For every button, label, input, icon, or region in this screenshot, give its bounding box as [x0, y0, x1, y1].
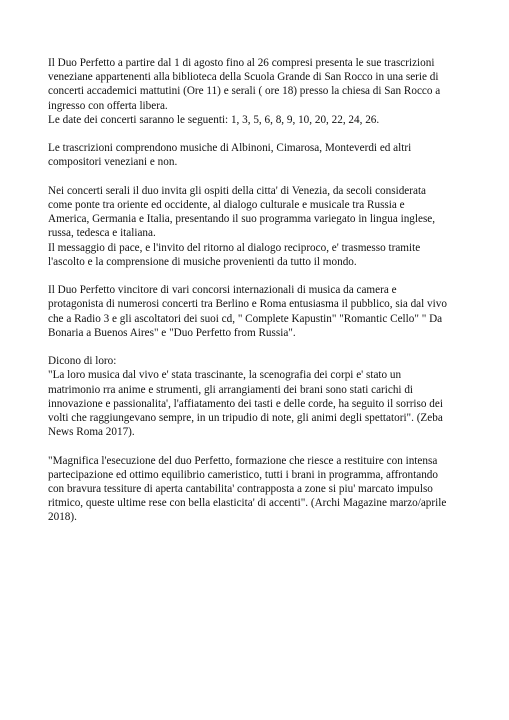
text-line: Il messaggio di pace, e l'invito del ritorno al dialogo reciproco, e' trasmesso tramite: [48, 241, 421, 254]
paragraph-evening-concerts: [48, 184, 468, 269]
text-line: veneziane appartenenti alla biblioteca della Scuola Grande di San Rocco in una serie di: [48, 71, 439, 84]
paragraph-review-archi: [48, 454, 468, 525]
paragraph-review-zeba: [48, 354, 468, 439]
text-line: innovazione e passionalita', l'affiatamento dei tasti e delle corde, ha seguito il sorriso dei: [48, 397, 443, 410]
paragraph-repertoire: [48, 141, 468, 169]
text-line: Il Duo Perfetto vincitore di vari concorsi internazionali di musica da camera e: [48, 284, 397, 297]
text-line: russa, tedesca e italiana.: [48, 227, 156, 240]
text-line: Bonaria a Buenos Aires" e "Duo Perfetto from Russia".: [48, 326, 296, 339]
paragraph-intro: [48, 56, 468, 127]
text-line: Nei concerti serali il duo invita gli ospiti della citta' di Venezia, da secoli considerata: [48, 184, 427, 197]
text-line: "Magnifica l'esecuzione del duo Perfetto, formazione che riesce a restituire con intensa: [48, 454, 438, 467]
text-line: che a Radio 3 e gli ascoltatori dei suoi cd, " Complete Kapustin" "Romantic Cello" " Da: [48, 312, 443, 325]
text-line: ingresso con offerta libera.: [48, 99, 168, 112]
text-line: concerti accademici mattutini (Ore 11) e serali ( ore 18) presso la chiesa di San Rocco a: [48, 85, 441, 98]
text-line: l'ascolto e la comprensione di musiche provenienti da tutto il mondo.: [48, 255, 357, 268]
text-line: come ponte tra oriente ed occidente, al dialogo culturale e musicale tra Russia e: [48, 199, 405, 211]
text-line: con bravura tessiture di aperta cantabilita' contrapposta a zone si piu' marcato impulso: [48, 483, 433, 496]
text-line: protagonista di numerosi concerti tra Berlino e Roma entusiasma il pubblico, sia dal vivo: [48, 298, 447, 311]
text-line: "La loro musica dal vivo e' stata trascinante, la scenografia dei corpi e' stato un: [48, 369, 402, 382]
text-line: America, Germania e Italia, presentando il suo programma variegato in lingua inglese,: [48, 213, 436, 226]
text-line: matrimonio rra anime e strumenti, gli arrangiamenti dei brani sono stati carichi di: [48, 383, 414, 396]
text-line: Il Duo Perfetto a partire dal 1 di agosto fino al 26 compresi presenta le sue trascrizioni: [48, 57, 435, 69]
text-line: Le date dei concerti saranno le seguenti: 1, 3, 5, 6, 8, 9, 10, 20, 22, 24, 26.: [48, 113, 380, 126]
document-body: [48, 56, 468, 539]
text-line: Dicono di loro:: [48, 355, 117, 368]
text-line: News Roma 2017).: [48, 426, 135, 439]
text-line: compositori veneziani e non.: [48, 156, 178, 169]
text-line: partecipazione ed ottimo equilibrio cameristico, tutti i brani in programma, affrontando: [48, 468, 438, 481]
text-line: 2018).: [48, 511, 77, 524]
text-line: Le trascrizioni comprendono musiche di Albinoni, Cimarosa, Monteverdi ed altri: [48, 142, 412, 155]
paragraph-awards: [48, 283, 468, 340]
text-line: ritmico, queste ultime rese con bella elasticita' di accenti". (Archi Magazine marzo/aprile: [48, 497, 447, 510]
text-line: volti che raggiungevano sempre, in un tripudio di note, gli animi degli spettatori". (Zeba: [48, 412, 443, 425]
